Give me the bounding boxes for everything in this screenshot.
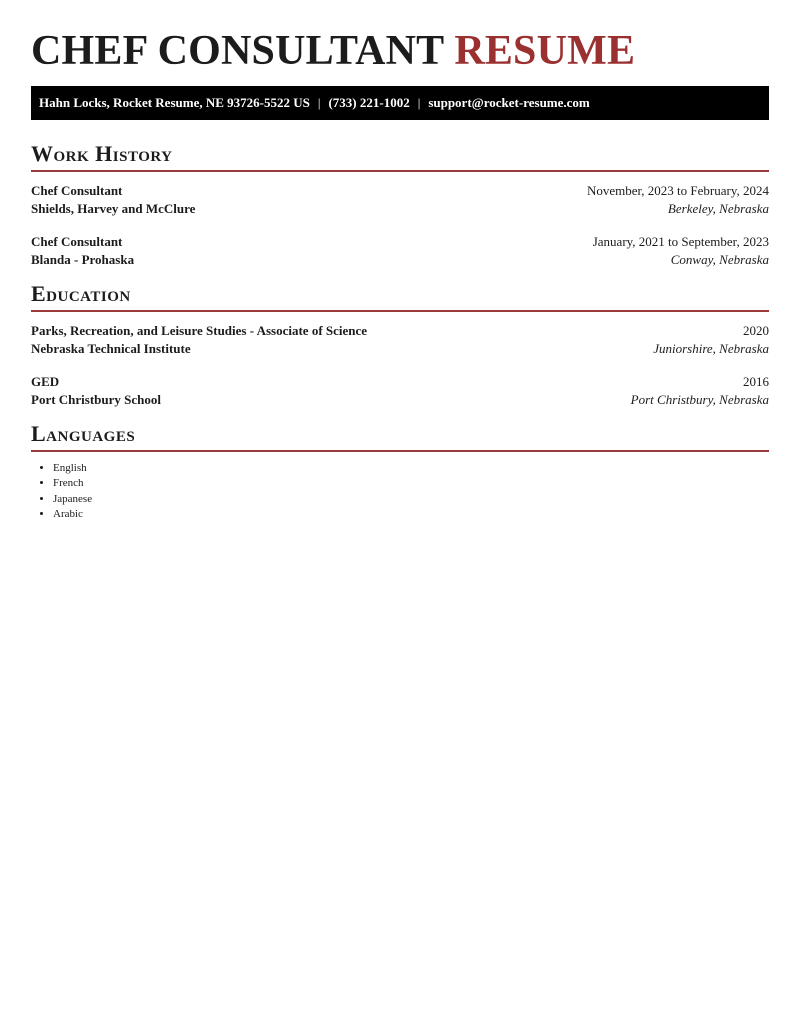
language-item: • English [53,461,769,476]
work-location: Berkeley, Nebraska [667,201,769,216]
work-entry [31,182,769,216]
work-role: Chef Consultant [31,183,123,198]
contact-separator: | [417,95,421,110]
education-location: Port Christbury, Nebraska [630,392,769,407]
contact-phone: (733) 221-1002 [328,95,410,110]
language-item: • Arabic [53,507,769,522]
education-section [31,281,769,407]
education-degree: GED [31,374,60,389]
resume-title [31,27,635,75]
education-location: Juniorshire, Nebraska [653,341,769,356]
work-history-section [31,141,769,267]
contact-address: Hahn Locks, Rocket Resume, NE 93726-5522 US [39,95,310,110]
languages-list [31,461,769,522]
language-item: • Japanese [53,492,769,507]
education-school: Nebraska Technical Institute [31,341,191,356]
work-location: Conway, Nebraska [670,252,769,267]
work-company: Shields, Harvey and McClure [31,201,196,216]
languages-section [31,421,769,522]
education-entry [31,322,769,356]
language-item: • French [53,476,769,491]
work-company: Blanda - Prohaska [31,252,135,267]
work-dates: January, 2021 to September, 2023 [592,234,769,249]
education-year: 2020 [743,323,769,338]
section-heading-work-history: Work History [31,141,769,172]
education-entry [31,373,769,407]
contact-email[interactable]: support@rocket-resume.com [428,95,590,110]
work-dates: November, 2023 to February, 2024 [586,183,769,198]
education-year: 2016 [743,374,769,389]
title-accent: RESUME [454,28,636,74]
title-main: CHEF CONSULTANT [31,28,444,74]
contact-separator: | [317,95,321,110]
work-role: Chef Consultant [31,234,123,249]
work-entry [31,233,769,267]
contact-bar [31,86,769,120]
education-school: Port Christbury School [31,392,161,407]
section-heading-languages: Languages [31,421,769,452]
education-degree: Parks, Recreation, and Leisure Studies - Associate of Science [31,323,368,338]
section-heading-education: Education [31,281,769,312]
